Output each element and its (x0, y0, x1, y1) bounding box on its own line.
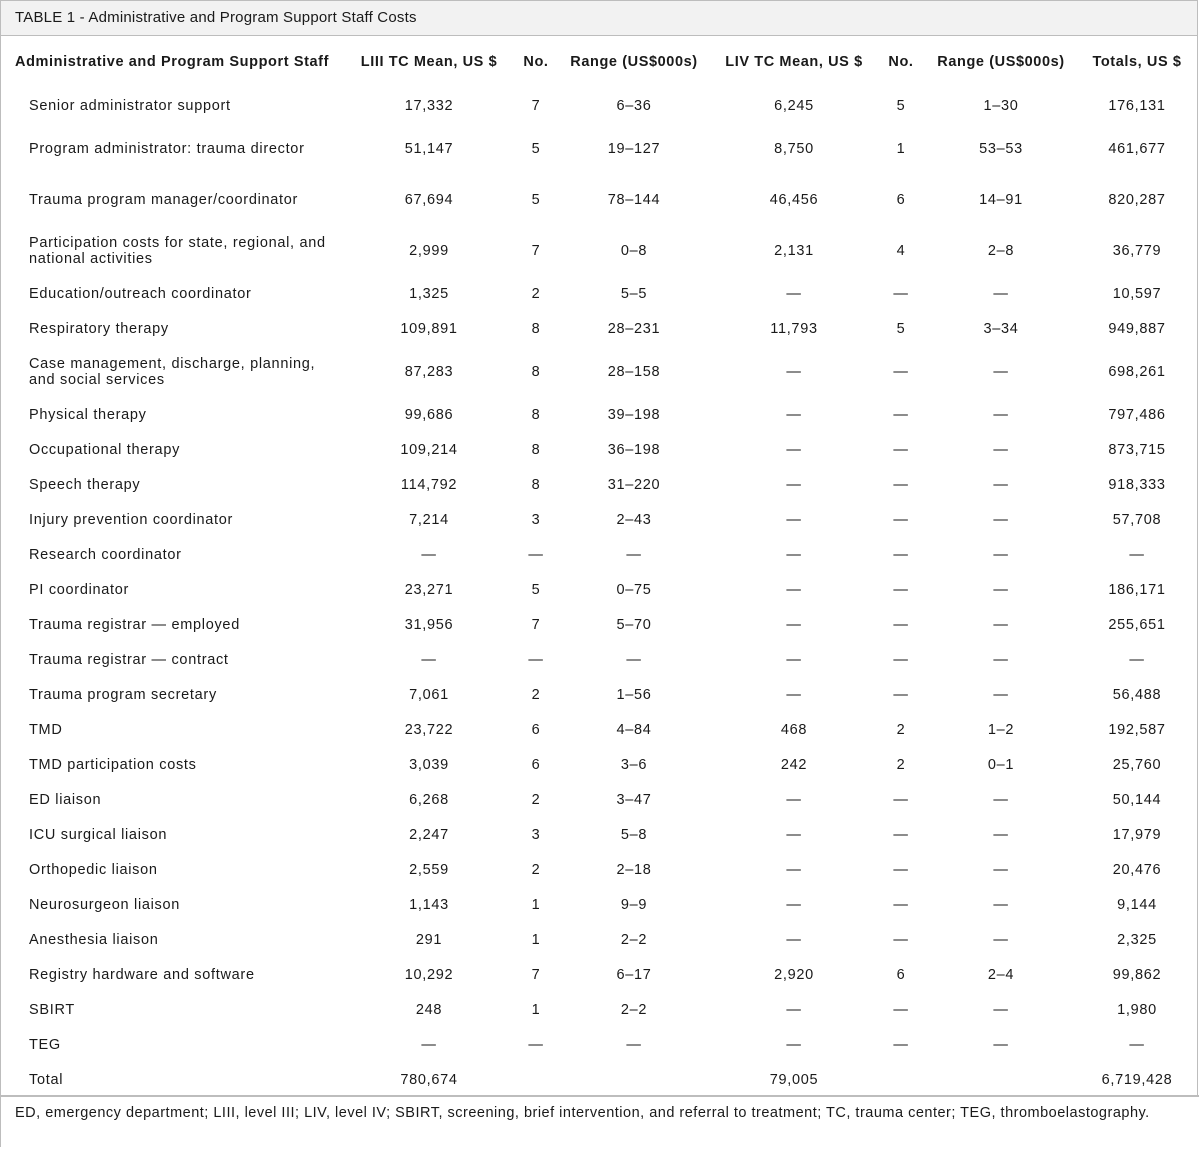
table-row (1, 957, 1199, 992)
totals-cell: — (1129, 546, 1145, 563)
liv-range-cell: — (993, 651, 1009, 668)
table-row (1, 782, 1199, 817)
totals-cell: 255,651 (1108, 616, 1166, 633)
liv-range-cell: 1–2 (987, 721, 1015, 738)
liii-no-cell: 2 (531, 285, 541, 302)
liii-no-cell: 5 (531, 140, 541, 157)
header-liv-no: No. (888, 54, 914, 70)
liii-no-cell: 5 (531, 581, 541, 598)
header-liii-mean: LIII TC Mean, US $ (360, 54, 498, 70)
table-body (1, 88, 1199, 1097)
liii-range-cell: 1–56 (616, 686, 652, 703)
liii-mean-cell: 291 (415, 931, 443, 948)
liv-no-cell: — (893, 861, 909, 878)
table-row (1, 642, 1199, 677)
table-row (1, 712, 1199, 747)
liii-no-cell: 3 (531, 826, 541, 843)
row-label: ICU surgical liaison (29, 826, 168, 843)
liv-range-cell: 2–4 (987, 966, 1015, 983)
totals-cell: 56,488 (1112, 686, 1162, 703)
liii-no-cell: — (528, 1036, 544, 1053)
row-label: Trauma registrar — employed (29, 616, 240, 633)
table-row (1, 88, 1199, 123)
totals-cell: 9,144 (1117, 896, 1157, 913)
row-label: Orthopedic liaison (29, 861, 158, 878)
liii-no-cell: 1 (531, 1001, 541, 1018)
liv-range-cell: 0–1 (987, 756, 1015, 773)
header-totals: Totals, US $ (1092, 54, 1182, 70)
liv-mean-cell: — (786, 511, 802, 528)
liv-range-cell: 3–34 (983, 320, 1019, 337)
totals-cell: 873,715 (1108, 441, 1166, 458)
table-row (1, 276, 1199, 311)
liii-mean-cell: 114,792 (400, 476, 458, 493)
totals-cell: 20,476 (1112, 861, 1162, 878)
liv-range-cell: 1–30 (983, 97, 1019, 114)
liii-range-cell: 2–2 (620, 1001, 648, 1018)
total-row (1, 1062, 1199, 1097)
liii-range-cell: 2–43 (616, 511, 652, 528)
table-row (1, 432, 1199, 467)
table-row (1, 225, 1199, 276)
row-label: Program administrator: trauma director (29, 140, 305, 157)
table-row (1, 502, 1199, 537)
liv-no-cell: — (893, 476, 909, 493)
liv-no-cell: — (893, 896, 909, 913)
liv-range-cell: — (993, 861, 1009, 878)
liii-mean-cell: 23,271 (404, 581, 454, 598)
liii-range-cell: — (626, 546, 642, 563)
liii-no-cell: 8 (531, 441, 541, 458)
liv-no-cell: — (893, 441, 909, 458)
liv-mean-cell: 6,245 (774, 97, 814, 114)
liii-mean-cell: 6,268 (409, 791, 449, 808)
liv-mean-cell: 8,750 (774, 140, 814, 157)
liv-no-cell (875, 1062, 927, 1097)
liv-no-cell: — (893, 616, 909, 633)
liv-mean-cell: — (786, 546, 802, 563)
liii-range-cell: 5–8 (620, 826, 648, 843)
liii-mean-cell: 23,722 (404, 721, 454, 738)
liii-range-cell: 6–36 (616, 97, 652, 114)
totals-cell: 918,333 (1108, 476, 1166, 493)
row-label: PI coordinator (29, 581, 130, 598)
liii-no-cell: 8 (531, 476, 541, 493)
liii-no-cell: 8 (531, 406, 541, 423)
liii-no-cell: 7 (531, 616, 541, 633)
liii-mean-cell: 1,325 (409, 285, 449, 302)
liv-mean-cell: 79,005 (769, 1071, 819, 1088)
liv-range-cell: — (993, 441, 1009, 458)
liv-range-cell: — (993, 1001, 1009, 1018)
table-row (1, 311, 1199, 346)
liii-no-cell: 5 (531, 191, 541, 208)
table-row (1, 922, 1199, 957)
liv-range-cell: — (993, 511, 1009, 528)
liv-no-cell: — (893, 581, 909, 598)
liii-mean-cell: — (421, 546, 437, 563)
liv-no-cell: — (893, 791, 909, 808)
liii-mean-cell: 2,247 (409, 826, 449, 843)
liv-no-cell: 4 (896, 242, 906, 259)
liv-mean-cell: 468 (780, 721, 808, 738)
totals-cell: 99,862 (1112, 966, 1162, 983)
table-header (1, 36, 1199, 88)
table-row (1, 992, 1199, 1027)
liv-mean-cell: — (786, 285, 802, 302)
liii-no-cell: 8 (531, 320, 541, 337)
table-row (1, 747, 1199, 782)
totals-cell: 17,979 (1112, 826, 1162, 843)
liv-no-cell: — (893, 546, 909, 563)
liv-range-cell: — (993, 686, 1009, 703)
liii-no-cell: 3 (531, 511, 541, 528)
header-liii-no: No. (523, 54, 549, 70)
liv-no-cell: — (893, 363, 909, 380)
row-label: Speech therapy (29, 476, 141, 493)
row-label: Case management, discharge, planning, and social services (29, 355, 316, 388)
liii-range-cell: 3–6 (620, 756, 648, 773)
liii-mean-cell: 17,332 (404, 97, 454, 114)
totals-cell: 6,719,428 (1101, 1071, 1173, 1088)
liv-range-cell: 14–91 (979, 191, 1023, 208)
header-staff: Administrative and Program Support Staff (15, 54, 330, 70)
liii-mean-cell: 2,559 (409, 861, 449, 878)
totals-cell: 698,261 (1108, 363, 1166, 380)
liii-mean-cell: 7,214 (409, 511, 449, 528)
liv-range-cell: — (993, 476, 1009, 493)
liv-range-cell: — (993, 363, 1009, 380)
liv-mean-cell: — (786, 1001, 802, 1018)
row-label: Trauma program secretary (29, 686, 217, 703)
row-label: Neurosurgeon liaison (29, 896, 181, 913)
liii-range-cell: 28–231 (607, 320, 661, 337)
row-label: Physical therapy (29, 406, 147, 423)
table-row (1, 174, 1199, 225)
liv-mean-cell: — (786, 861, 802, 878)
costs-table (1, 36, 1199, 1097)
liv-no-cell: — (893, 1036, 909, 1053)
liii-no-cell: 7 (531, 966, 541, 983)
header-liv-range: Range (US$000s) (937, 54, 1065, 70)
liv-no-cell: 5 (896, 320, 906, 337)
liv-range-cell: — (993, 826, 1009, 843)
row-label: TMD (29, 721, 63, 738)
table-row (1, 572, 1199, 607)
liii-range-cell: 31–220 (607, 476, 661, 493)
liv-no-cell: — (893, 285, 909, 302)
liii-range-cell: 2–18 (616, 861, 652, 878)
liii-range-cell: 3–47 (616, 791, 652, 808)
liv-mean-cell: — (786, 651, 802, 668)
liv-mean-cell: — (786, 581, 802, 598)
liv-no-cell: 6 (896, 191, 906, 208)
liii-mean-cell: 109,891 (400, 320, 458, 337)
liii-range-cell: 0–8 (620, 242, 648, 259)
header-row (1, 36, 1199, 88)
liii-no-cell: 2 (531, 686, 541, 703)
liv-no-cell: 6 (896, 966, 906, 983)
liii-no-cell: 6 (531, 756, 541, 773)
liii-no-cell: 7 (531, 242, 541, 259)
liii-range-cell: 0–75 (616, 581, 652, 598)
liii-range-cell: 6–17 (616, 966, 652, 983)
table-row (1, 467, 1199, 502)
liii-range-cell: 5–5 (620, 285, 648, 302)
liv-range-cell: — (993, 931, 1009, 948)
liii-range-cell: 4–84 (616, 721, 652, 738)
liii-range-cell: 28–158 (607, 363, 661, 380)
header-liii-range: Range (US$000s) (570, 54, 698, 70)
row-label: TMD participation costs (29, 756, 197, 773)
totals-cell: 192,587 (1108, 721, 1166, 738)
liii-mean-cell: 109,214 (400, 441, 458, 458)
liii-mean-cell: 3,039 (409, 756, 449, 773)
row-label: Occupational therapy (29, 441, 181, 458)
liv-range-cell: — (993, 616, 1009, 633)
table-row (1, 887, 1199, 922)
liii-mean-cell: 10,292 (404, 966, 454, 983)
liv-range-cell (927, 1062, 1075, 1097)
liii-range-cell: 9–9 (620, 896, 648, 913)
liii-range-cell (555, 1062, 713, 1097)
row-label: Registry hardware and software (29, 966, 255, 983)
liii-mean-cell: 7,061 (409, 686, 449, 703)
totals-cell: 176,131 (1108, 97, 1166, 114)
liii-range-cell: — (626, 1036, 642, 1053)
totals-cell: — (1129, 1036, 1145, 1053)
liii-no-cell (517, 1062, 555, 1097)
liv-range-cell: 53–53 (979, 140, 1023, 157)
totals-cell: 186,171 (1108, 581, 1166, 598)
table-caption: TABLE 1 - Administrative and Program Support Staff Costs (1, 1, 1197, 36)
totals-cell: 949,887 (1108, 320, 1166, 337)
header-liv-mean: LIV TC Mean, US $ (725, 54, 863, 70)
liii-mean-cell: — (421, 651, 437, 668)
liii-mean-cell: 67,694 (404, 191, 454, 208)
liii-mean-cell: 87,283 (404, 363, 454, 380)
liii-range-cell: — (626, 651, 642, 668)
table-row (1, 677, 1199, 712)
liv-no-cell: — (893, 651, 909, 668)
row-label: SBIRT (29, 1001, 75, 1018)
table-row (1, 537, 1199, 572)
liv-range-cell: — (993, 1036, 1009, 1053)
liv-mean-cell: — (786, 896, 802, 913)
totals-cell: 1,980 (1117, 1001, 1157, 1018)
table-row (1, 346, 1199, 397)
row-label: Respiratory therapy (29, 320, 169, 337)
liii-no-cell: 8 (531, 363, 541, 380)
liii-no-cell: 6 (531, 721, 541, 738)
liv-no-cell: — (893, 511, 909, 528)
row-label: Total (29, 1071, 64, 1088)
liv-range-cell: — (993, 546, 1009, 563)
liv-mean-cell: — (786, 406, 802, 423)
liii-mean-cell: 780,674 (400, 1071, 458, 1088)
liv-mean-cell: — (786, 441, 802, 458)
liv-mean-cell: — (786, 826, 802, 843)
table-row (1, 123, 1199, 174)
liii-mean-cell: — (421, 1036, 437, 1053)
row-label: Senior administrator support (29, 97, 231, 114)
liv-no-cell: 1 (896, 140, 906, 157)
table-row (1, 397, 1199, 432)
table-row (1, 817, 1199, 852)
liii-no-cell: 2 (531, 791, 541, 808)
liii-no-cell: 1 (531, 931, 541, 948)
liv-mean-cell: — (786, 363, 802, 380)
liii-mean-cell: 99,686 (404, 406, 454, 423)
liv-mean-cell: 11,793 (770, 320, 818, 337)
table-row (1, 852, 1199, 887)
totals-cell: — (1129, 651, 1145, 668)
row-label: Anesthesia liaison (29, 931, 159, 948)
totals-cell: 10,597 (1112, 285, 1162, 302)
row-label: TEG (29, 1036, 61, 1053)
row-label: ED liaison (29, 791, 102, 808)
liii-no-cell: — (528, 546, 544, 563)
liii-range-cell: 39–198 (607, 406, 661, 423)
liv-mean-cell: — (786, 931, 802, 948)
totals-cell: 36,779 (1112, 242, 1162, 259)
liv-no-cell: — (893, 1001, 909, 1018)
table-row (1, 1027, 1199, 1062)
row-label: Injury prevention coordinator (29, 511, 234, 528)
liv-no-cell: — (893, 406, 909, 423)
liv-range-cell: 2–8 (987, 242, 1015, 259)
liv-mean-cell: — (786, 791, 802, 808)
totals-cell: 820,287 (1108, 191, 1166, 208)
totals-cell: 2,325 (1117, 931, 1157, 948)
liii-mean-cell: 248 (415, 1001, 443, 1018)
liii-range-cell: 36–198 (607, 441, 661, 458)
liv-no-cell: 2 (896, 756, 906, 773)
row-label: Research coordinator (29, 546, 182, 563)
liv-range-cell: — (993, 285, 1009, 302)
liii-mean-cell: 31,956 (404, 616, 454, 633)
liii-range-cell: 78–144 (607, 191, 661, 208)
table-row (1, 607, 1199, 642)
totals-cell: 461,677 (1108, 140, 1166, 157)
liv-range-cell: — (993, 581, 1009, 598)
liv-range-cell: — (993, 791, 1009, 808)
liii-no-cell: 2 (531, 861, 541, 878)
liv-no-cell: 5 (896, 97, 906, 114)
liv-mean-cell: — (786, 616, 802, 633)
liv-no-cell: — (893, 686, 909, 703)
liv-mean-cell: 242 (780, 756, 808, 773)
liv-range-cell: — (993, 896, 1009, 913)
row-label: Education/outreach coordinator (29, 285, 252, 302)
totals-cell: 797,486 (1108, 406, 1166, 423)
liv-mean-cell: — (786, 476, 802, 493)
row-label: Trauma registrar — contract (29, 651, 229, 668)
liv-mean-cell: — (786, 1036, 802, 1053)
liii-mean-cell: 51,147 (404, 140, 454, 157)
liii-no-cell: — (528, 651, 544, 668)
liii-range-cell: 2–2 (620, 931, 648, 948)
liii-no-cell: 7 (531, 97, 541, 114)
liv-no-cell: 2 (896, 721, 906, 738)
liv-no-cell: — (893, 931, 909, 948)
liii-mean-cell: 2,999 (409, 242, 449, 259)
table-footnote: ED, emergency department; LIII, level III; LIV, level IV; SBIRT, screening, brief intervention, and referral to treatment; TC, trauma center; TEG, thromboelastography. (1, 1095, 1199, 1147)
liii-mean-cell: 1,143 (409, 896, 449, 913)
totals-cell: 57,708 (1112, 511, 1162, 528)
liv-mean-cell: 46,456 (769, 191, 819, 208)
row-label: Trauma program manager/coordinator (29, 191, 299, 208)
liii-no-cell: 1 (531, 896, 541, 913)
row-label: Participation costs for state, regional, and national activities (29, 234, 326, 267)
totals-cell: 25,760 (1112, 756, 1162, 773)
liii-range-cell: 5–70 (616, 616, 652, 633)
liv-range-cell: — (993, 406, 1009, 423)
liv-no-cell: — (893, 826, 909, 843)
liv-mean-cell: 2,131 (774, 242, 814, 259)
liv-mean-cell: 2,920 (774, 966, 814, 983)
liii-range-cell: 19–127 (607, 140, 661, 157)
totals-cell: 50,144 (1112, 791, 1162, 808)
liv-mean-cell: — (786, 686, 802, 703)
